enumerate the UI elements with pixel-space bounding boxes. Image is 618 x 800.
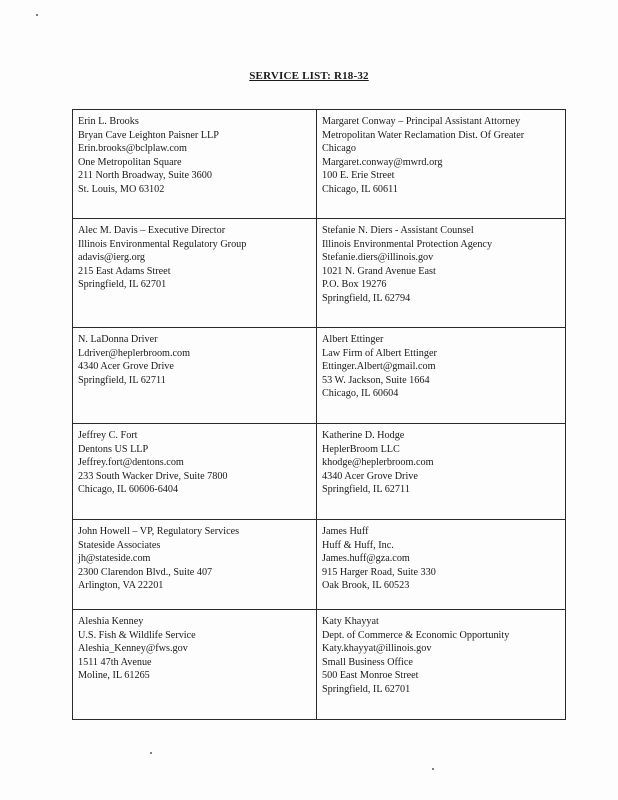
contact-cell-right xyxy=(317,520,566,610)
contact-line: Erin.brooks@bclplaw.com xyxy=(78,143,187,155)
contact-line: N. LaDonna Driver xyxy=(78,334,158,345)
contact-line: 4340 Acer Grove Drive xyxy=(78,361,174,373)
table-row xyxy=(73,610,566,720)
contact-cell-left xyxy=(73,328,317,424)
contact-line: Dept. of Commerce & Economic Opportunity xyxy=(322,629,510,641)
contact-line: Jeffrey C. Fort xyxy=(78,430,138,441)
contact-line: 4340 Acer Grove Drive xyxy=(322,470,418,482)
contact-line: Springfield, IL 62794 xyxy=(322,292,411,304)
scan-speck xyxy=(432,768,434,770)
contact-cell-right xyxy=(317,328,566,424)
contact-line: James Huff xyxy=(322,526,369,537)
contact-line: Metropolitan Water Reclamation Dist. Of Greater xyxy=(322,129,525,141)
contact-line: Springfield, IL 62711 xyxy=(322,484,410,496)
scan-speck xyxy=(36,14,38,16)
contact-cell-left xyxy=(73,610,317,720)
contact-line: Chicago, IL 60611 xyxy=(322,183,398,195)
contact-line: Arlington, VA 22201 xyxy=(78,580,164,592)
contact-line: Alec M. Davis – Executive Director xyxy=(78,225,226,236)
contact-line: James.huff@gza.com xyxy=(322,553,410,565)
contact-line: Erin L. Brooks xyxy=(78,116,139,127)
contact-line: Ldriver@heplerbroom.com xyxy=(78,347,191,359)
contact-line: Aleshia Kenney xyxy=(78,616,144,627)
contact-line: 1021 N. Grand Avenue East xyxy=(322,265,436,277)
contact-line: Stefanie N. Diers - Assistant Counsel xyxy=(322,225,474,236)
table-row xyxy=(73,110,566,219)
contact-cell-right xyxy=(317,424,566,520)
contact-line: Springfield, IL 62711 xyxy=(78,374,166,386)
contact-line: Huff & Huff, Inc. xyxy=(322,539,394,551)
contact-line: Stefanie.diers@illinois.gov xyxy=(322,252,434,264)
table-row xyxy=(73,424,566,520)
contact-line: Jeffrey.fort@dentons.com xyxy=(78,457,184,469)
contact-line: Springfield, IL 62701 xyxy=(78,279,167,291)
contact-cell-left xyxy=(73,520,317,610)
contact-line: Illinois Environmental Regulatory Group xyxy=(78,238,247,250)
contact-cell-left xyxy=(73,219,317,328)
contact-cell-right xyxy=(317,610,566,720)
contact-line: adavis@ierg.org xyxy=(78,252,146,264)
contact-line: Margaret Conway – Principal Assistant Attorney xyxy=(322,116,521,127)
contact-line: P.O. Box 19276 xyxy=(322,279,387,291)
page-title: SERVICE LIST: R18-32 xyxy=(249,70,369,82)
contact-line: Illinois Environmental Protection Agency xyxy=(322,238,493,250)
contact-line: John Howell – VP, Regulatory Services xyxy=(78,526,240,537)
contact-line: jh@stateside.com xyxy=(78,553,151,565)
contact-line: 211 North Broadway, Suite 3600 xyxy=(78,170,212,182)
contact-line: 2300 Clarendon Blvd., Suite 407 xyxy=(78,566,213,578)
table-row xyxy=(73,219,566,328)
contact-line: St. Louis, MO 63102 xyxy=(78,183,165,195)
service-list-table xyxy=(72,109,566,720)
contact-line: Chicago, IL 60606-6404 xyxy=(78,484,179,496)
contact-line: Margaret.conway@mwrd.org xyxy=(322,156,443,168)
contact-line: Dentons US LLP xyxy=(78,443,149,455)
table-row xyxy=(73,520,566,610)
contact-cell-right xyxy=(317,110,566,219)
contact-line: khodge@heplerbroom.com xyxy=(322,457,434,469)
contact-line: Katy Khayyat xyxy=(322,616,379,627)
scan-speck xyxy=(150,752,152,754)
contact-line: Bryan Cave Leighton Paisner LLP xyxy=(78,129,219,141)
contact-line: One Metropolitan Square xyxy=(78,156,182,168)
table-row xyxy=(73,328,566,424)
contact-line: Stateside Associates xyxy=(78,539,161,551)
contact-cell-left xyxy=(73,424,317,520)
contact-line: Moline, IL 61265 xyxy=(78,670,150,682)
contact-line: HeplerBroom LLC xyxy=(322,443,400,455)
contact-line: 53 W. Jackson, Suite 1664 xyxy=(322,374,430,386)
contact-line: 100 E. Erie Street xyxy=(322,170,395,182)
contact-line: Albert Ettinger xyxy=(322,334,384,345)
contact-line: 500 East Monroe Street xyxy=(322,670,419,682)
contact-cell-right xyxy=(317,219,566,328)
contact-line: 233 South Wacker Drive, Suite 7800 xyxy=(78,470,228,482)
contact-line: 215 East Adams Street xyxy=(78,265,171,277)
contact-line: U.S. Fish & Wildlife Service xyxy=(78,629,196,641)
contact-line: Oak Brook, IL 60523 xyxy=(322,580,410,592)
contact-line: Ettinger.Albert@gmail.com xyxy=(322,361,436,373)
contact-line: Katy.khayyat@illinois.gov xyxy=(322,643,432,655)
contact-line: 1511 47th Avenue xyxy=(78,656,152,668)
contact-line: Chicago, IL 60604 xyxy=(322,388,399,400)
contact-line: Small Business Office xyxy=(322,656,413,668)
contact-line: Katherine D. Hodge xyxy=(322,430,405,441)
contact-line: Springfield, IL 62701 xyxy=(322,683,411,695)
contact-cell-left xyxy=(73,110,317,219)
contact-line: Aleshia_Kenney@fws.gov xyxy=(78,643,188,655)
contact-line: Chicago xyxy=(322,143,356,155)
contact-line: Law Firm of Albert Ettinger xyxy=(322,347,437,359)
contact-line: 915 Harger Road, Suite 330 xyxy=(322,566,436,578)
